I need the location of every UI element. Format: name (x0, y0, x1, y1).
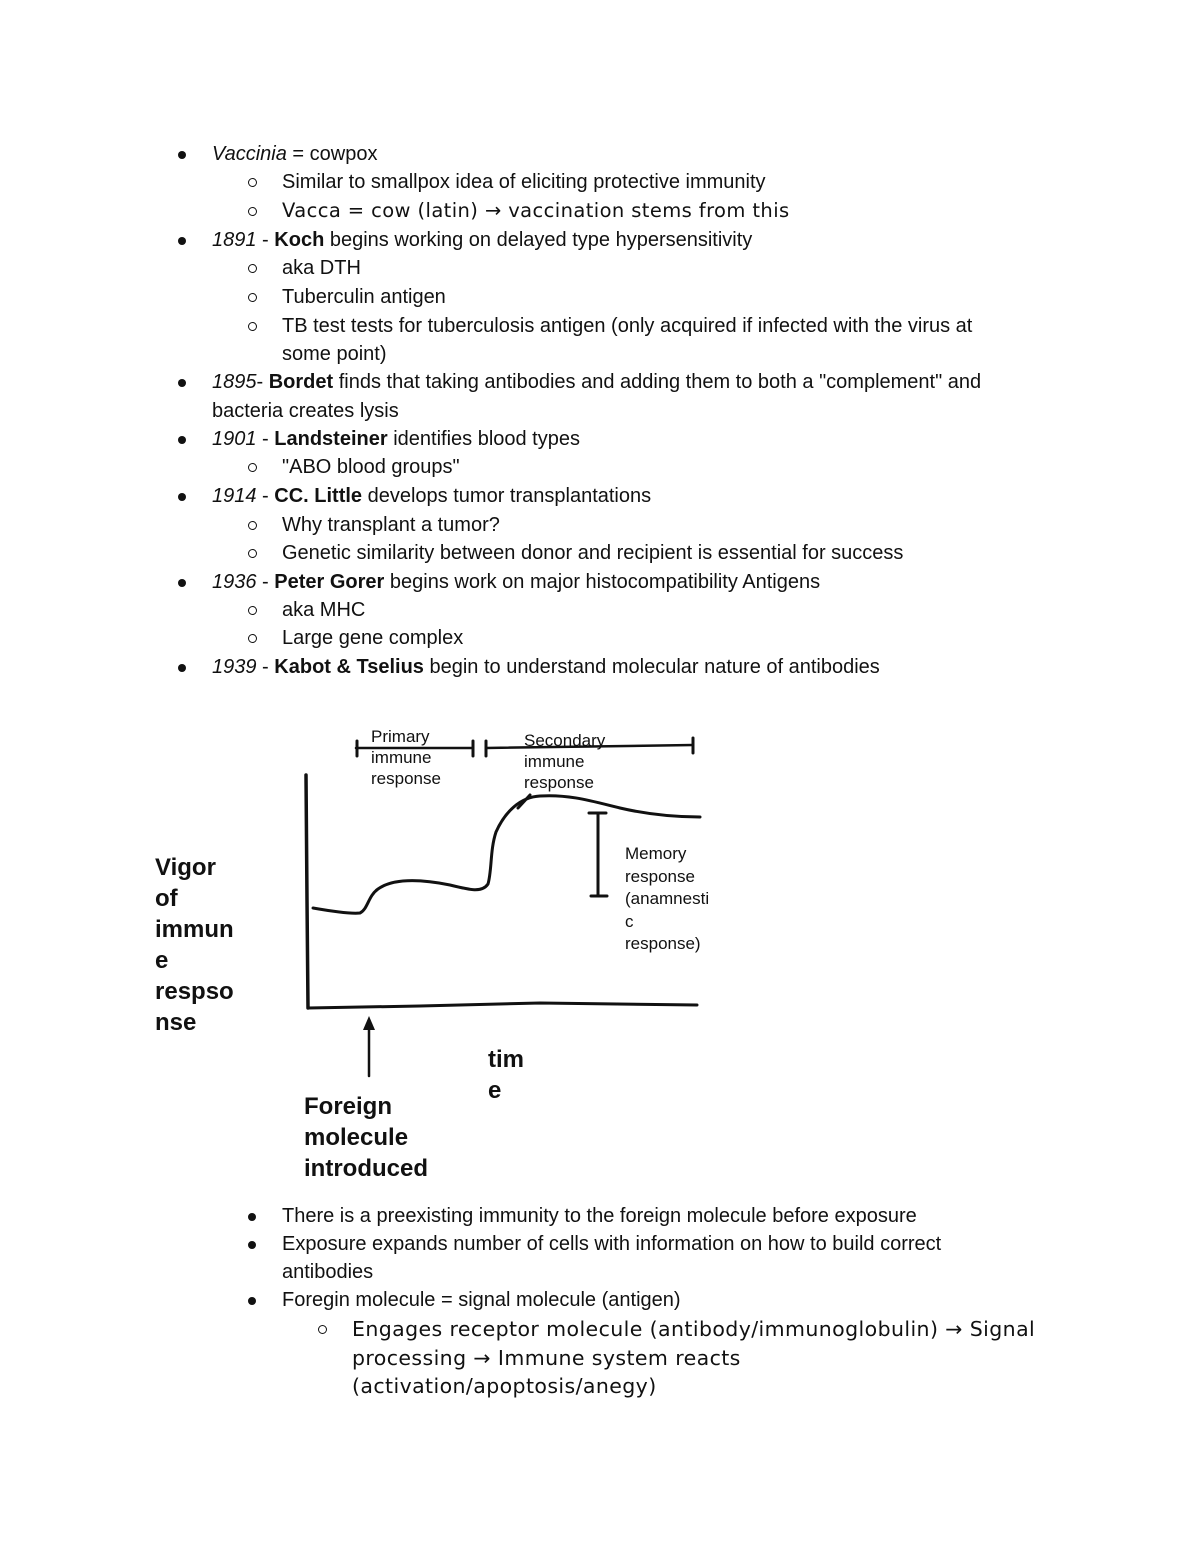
note-item-continuation: antibodies (282, 1261, 374, 1283)
label-line: response (524, 773, 594, 792)
text: - (256, 371, 269, 393)
label-line: introduced (304, 1155, 428, 1182)
label-line: e (488, 1077, 502, 1104)
year: 1939 (212, 656, 257, 678)
label-line: Memory (625, 844, 687, 863)
label-line: immun (155, 916, 234, 943)
list-item-continuation: bacteria creates lysis (212, 400, 399, 422)
year: 1895 (212, 371, 257, 393)
text: begins working on delayed type hypersensitivity (324, 229, 753, 251)
text: - (256, 428, 275, 450)
label-line: Primary (371, 727, 430, 746)
text: - (256, 229, 275, 251)
note-item: Foregin molecule = signal molecule (antigen) (282, 1286, 681, 1314)
label-line: Vigor (155, 854, 216, 881)
text: - (256, 485, 275, 507)
foreign-arrow-head (363, 1016, 375, 1030)
y-axis-label (155, 852, 234, 1038)
text: begins work on major histocompatibility Antigens (384, 571, 821, 593)
note-subitem-continuation: (activation/apoptosis/anegy) (352, 1374, 657, 1398)
primary-response-label (371, 726, 441, 789)
scientist-name: Koch (274, 229, 325, 251)
year: 1891 (212, 229, 257, 251)
list-subitem: aka MHC (282, 596, 365, 624)
foreign-molecule-label (304, 1091, 428, 1184)
year: 1914 (212, 485, 257, 507)
list-subitem: aka DTH (282, 254, 361, 282)
text: - (256, 656, 275, 678)
list-subitem-continuation: some point) (282, 343, 387, 365)
secondary-response-label (524, 730, 605, 793)
term-vaccinia: Vaccinia (212, 143, 287, 165)
list-subitem: "ABO blood groups" (282, 453, 460, 481)
label-line: (anamnesti (625, 889, 710, 908)
year: 1901 (212, 428, 257, 450)
x-axis-label (488, 1044, 524, 1106)
label-line: Secondary (524, 731, 606, 750)
text: develops tumor transplantations (362, 485, 652, 507)
label-line: respso (155, 978, 234, 1005)
label-line: immune (371, 748, 432, 767)
list-subitem: Why transplant a tumor? (282, 511, 500, 539)
note-item: Exposure expands number of cells with information on how to build correct (282, 1230, 941, 1258)
x-axis (308, 1003, 697, 1008)
scientist-name: Landsteiner (274, 428, 388, 450)
list-subitem: Tuberculin antigen (282, 283, 446, 311)
scientist-name: Kabot & Tselius (274, 656, 424, 678)
text: = cowpox (286, 143, 378, 165)
label-line: response) (625, 934, 701, 953)
year: 1936 (212, 571, 257, 593)
label-line: Foreign (304, 1093, 392, 1120)
scientist-name: CC. Little (274, 485, 363, 507)
note-subitem: Engages receptor molecule (antibody/immunoglobulin) → Signal (352, 1317, 1036, 1341)
text: finds that taking antibodies and adding them to both a "complement" and (333, 371, 982, 393)
note-subitem-continuation: processing → Immune system reacts (352, 1346, 741, 1370)
list-subitem: Vacca = cow (latin) → vaccination stems from this (282, 197, 790, 225)
label-line: nse (155, 1009, 197, 1036)
list-subitem: TB test tests for tuberculosis antigen (only acquired if infected with the virus at (282, 312, 972, 340)
list-subitem: Genetic similarity between donor and recipient is essential for success (282, 539, 903, 567)
list-subitem: Large gene complex (282, 624, 463, 652)
label-line: c (625, 911, 634, 931)
memory-response-label (625, 843, 709, 956)
label-line: e (155, 947, 169, 974)
text: identifies blood types (387, 428, 580, 450)
y-axis (306, 775, 308, 1008)
list-subitem: Similar to smallpox idea of eliciting protective immunity (282, 168, 766, 196)
text: - (256, 571, 275, 593)
label-line: of (155, 885, 178, 912)
label-line: response (371, 769, 441, 788)
scientist-name: Bordet (268, 371, 334, 393)
label-line: response (625, 866, 695, 886)
note-item: There is a preexisting immunity to the foreign molecule before exposure (282, 1202, 917, 1230)
scientist-name: Peter Gorer (274, 571, 385, 593)
text: begin to understand molecular nature of antibodies (423, 656, 880, 678)
label-line: tim (488, 1046, 524, 1073)
label-line: molecule (304, 1124, 409, 1151)
label-line: immune (524, 752, 585, 771)
